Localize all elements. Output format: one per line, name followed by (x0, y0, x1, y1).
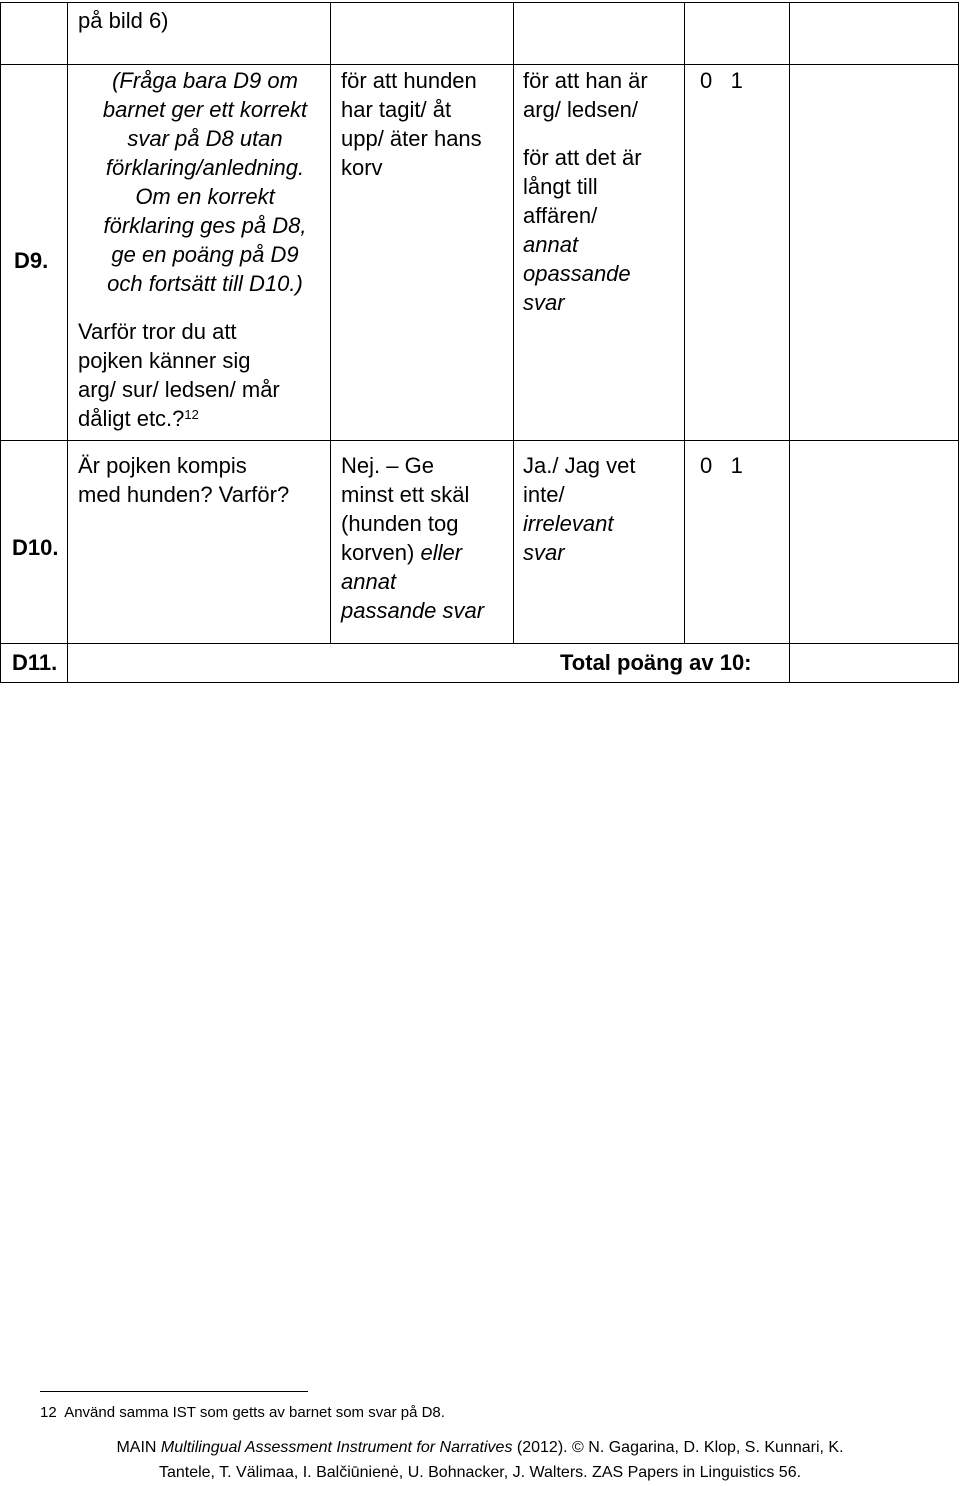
citation-line-1: MAIN Multilingual Assessment Instrument for Narratives (2012). © N. Gagarina, D. Klop, S. Kunnari, K. (116, 1439, 844, 1456)
footnote-text: Använd samma IST som getts av barnet som svar på D8. (64, 1404, 445, 1421)
footnote-separator (40, 1391, 308, 1392)
d11-extra-cell (789, 643, 959, 683)
citation-line-2: Tantele, T. Välimaa, I. Balčiūnienė, U. Bohnacker, J. Walters. ZAS Papers in Linguistics 56. (158, 1464, 802, 1481)
d9-incorrect-answer-b: för att det är långt till affären/ (523, 145, 642, 228)
d9-instruction: (Fråga bara D9 om barnet ger ett korrekt svar på D8 utan förklaring/anledning. Om en korrekt förklaring ges på D8, ge en poäng på D9 och fortsätt till D10.) (102, 68, 308, 296)
d11-number: D11. (12, 650, 58, 675)
footnote-number: 12 (40, 1404, 57, 1421)
d9-score-cell (684, 64, 790, 441)
footnote-ref-12: 12 (184, 407, 199, 422)
d11-total-label: Total poäng av 10: (560, 650, 752, 675)
footnote (40, 1403, 445, 1423)
d10-correct-answer: Nej. – Ge minst ett skäl (hunden tog korven) eller annat passande svar (341, 453, 485, 623)
d9-incorrect-answer-c: annat opassande svar (523, 232, 631, 315)
d10-question: Är pojken kompis med hunden? Varför? (78, 453, 290, 507)
d10-score: 0 1 (700, 453, 743, 478)
top-row-correct-cell (330, 2, 514, 65)
d9-number: D9. (14, 248, 49, 273)
top-row-incorrect-cell (513, 2, 685, 65)
d9-incorrect-answer-a: för att han är arg/ ledsen/ (523, 68, 648, 122)
d10-number: D10. (12, 535, 59, 560)
top-row-score-cell (684, 2, 790, 65)
top-row-text: på bild 6) (78, 8, 169, 33)
d10-extra-cell (789, 440, 959, 644)
d9-correct-answer: för att hunden har tagit/ åt upp/ äter hans korv (341, 68, 482, 180)
d10-incorrect-answer: Ja./ Jag vet inte/ irrelevant svar (523, 453, 636, 565)
top-row-num-cell (0, 2, 68, 65)
top-row-extra-cell (789, 2, 959, 65)
d9-extra-cell (789, 64, 959, 441)
d9-question: Varför tror du att pojken känner sig arg/ sur/ ledsen/ mår dåligt etc.?$^{12}$ (78, 319, 280, 431)
copyright-icon: © (572, 1439, 584, 1456)
d9-score: 0 1 (700, 68, 743, 93)
